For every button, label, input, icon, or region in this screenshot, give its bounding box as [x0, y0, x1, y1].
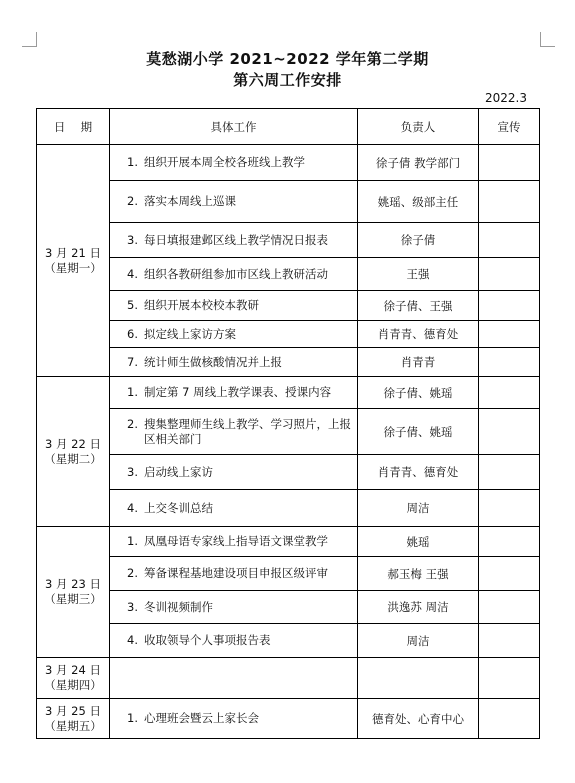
task-number: 3.: [127, 464, 138, 479]
task-cell: [110, 291, 358, 321]
task-text: 启动线上家访: [144, 464, 213, 479]
task-cell: [110, 527, 358, 557]
publicity-cell: [479, 699, 540, 739]
header-owner: 负责人: [358, 109, 479, 145]
task-text: 组织开展本周全校各班线上教学: [144, 155, 305, 169]
owner-cell: 肖青青、德育处: [358, 321, 479, 348]
task-text: 制定第 7 周线上教学课表、授课内容: [144, 385, 332, 399]
schedule-table: [36, 108, 540, 739]
day-cell: [37, 377, 110, 527]
task-text: 统计师生做核酸情况并上报: [144, 354, 282, 369]
task-text: 凤凰母语专家线上指导语文课堂教学: [144, 534, 328, 548]
owner-cell: [358, 658, 479, 699]
publicity-cell: [479, 490, 540, 527]
task-number: 3.: [127, 599, 138, 614]
task-cell: [110, 181, 358, 223]
task-number: 7.: [127, 354, 138, 369]
owner-cell: 徐子倩: [358, 223, 479, 258]
table-row: [37, 490, 540, 527]
schedule-body: [37, 145, 540, 739]
day-weekday: （星期四）: [44, 678, 102, 692]
publicity-cell: [479, 223, 540, 258]
publicity-cell: [479, 624, 540, 658]
task-cell: [110, 145, 358, 181]
page-corner-mark-left: [22, 32, 37, 47]
day-date: 3 月 22 日: [45, 436, 101, 451]
table-row: [37, 699, 540, 739]
table-row: [37, 223, 540, 258]
publicity-cell: [479, 455, 540, 490]
task-cell: [110, 490, 358, 527]
document-date: 2022.3: [485, 91, 527, 105]
task-cell: [110, 409, 358, 455]
publicity-cell: [479, 291, 540, 321]
publicity-cell: [479, 181, 540, 223]
owner-cell: 周洁: [358, 490, 479, 527]
day-date: 3 月 23 日: [45, 577, 101, 591]
header-publicity: 宣传: [479, 109, 540, 145]
task-number: 4.: [127, 500, 138, 515]
owner-cell: 姚瑶: [358, 527, 479, 557]
task-text: 落实本周线上巡课: [144, 194, 236, 208]
table-row: [37, 409, 540, 455]
task-cell: [110, 699, 358, 739]
task-number: 6.: [127, 326, 138, 341]
task-text: 上交冬训总结: [144, 500, 213, 515]
table-row: [37, 258, 540, 291]
publicity-cell: [479, 321, 540, 348]
task-cell: [110, 223, 358, 258]
task-cell: [110, 348, 358, 377]
task-cell: [110, 258, 358, 291]
task-number: 2.: [127, 416, 138, 431]
owner-cell: 洪逸苏 周洁: [358, 591, 479, 624]
table-row: [37, 557, 540, 591]
day-weekday: （星期一）: [44, 260, 102, 275]
table-row: [37, 377, 540, 409]
task-number: 1.: [127, 711, 138, 725]
table-row: [37, 181, 540, 223]
document-title: 莫愁湖小学 2021~2022 学年第二学期: [146, 50, 429, 68]
task-number: 2.: [127, 566, 138, 580]
day-cell: [37, 527, 110, 658]
task-text: 组织各教研组参加市区线上教研活动: [144, 266, 328, 281]
owner-cell: 周洁: [358, 624, 479, 658]
task-text: 冬训视频制作: [144, 599, 213, 614]
publicity-cell: [479, 658, 540, 699]
table-row: [37, 624, 540, 658]
owner-cell: 姚瑶、级部主任: [358, 181, 479, 223]
publicity-cell: [479, 557, 540, 591]
task-text: 心理班会暨云上家长会: [144, 711, 259, 725]
task-number: 4.: [127, 266, 138, 281]
day-cell: [37, 658, 110, 699]
page-corner-mark-right: [540, 32, 555, 47]
task-number: 4.: [127, 633, 138, 647]
day-weekday: （星期二）: [44, 451, 102, 466]
document-subtitle: 第六周工作安排: [233, 71, 342, 89]
owner-cell: 徐子倩 教学部门: [358, 145, 479, 181]
publicity-cell: [479, 409, 540, 455]
day-cell: [37, 699, 110, 739]
task-cell: [110, 557, 358, 591]
task-number: 1.: [127, 385, 138, 399]
table-row: [37, 591, 540, 624]
task-cell: [110, 455, 358, 490]
task-cell: [110, 658, 358, 699]
header-date: 日 期: [37, 109, 110, 145]
task-cell: [110, 591, 358, 624]
publicity-cell: [479, 377, 540, 409]
task-number: 2.: [127, 194, 138, 208]
table-row: [37, 321, 540, 348]
publicity-cell: [479, 258, 540, 291]
publicity-cell: [479, 527, 540, 557]
task-number: 1.: [127, 155, 138, 169]
day-cell: [37, 145, 110, 377]
owner-cell: 郝玉梅 王强: [358, 557, 479, 591]
table-row: [37, 348, 540, 377]
table-row: [37, 291, 540, 321]
owner-cell: 肖青青、德育处: [358, 455, 479, 490]
day-date: 3 月 25 日: [45, 703, 101, 718]
task-number: 1.: [127, 534, 138, 548]
table-row: [37, 145, 540, 181]
publicity-cell: [479, 348, 540, 377]
owner-cell: 德育处、心育中心: [358, 699, 479, 739]
task-cell: [110, 377, 358, 409]
task-number: 5.: [127, 298, 138, 312]
owner-cell: 肖青青: [358, 348, 479, 377]
owner-cell: 徐子倩、姚瑶: [358, 377, 479, 409]
task-text: 搜集整理师生线上教学、学习照片，上报区相关部门: [144, 416, 351, 446]
task-text: 拟定线上家访方案: [144, 326, 236, 341]
task-number: 3.: [127, 232, 138, 247]
day-date: 3 月 24 日: [45, 663, 101, 677]
task-text: 组织开展本校校本教研: [144, 298, 259, 312]
header-task: 具体工作: [110, 109, 358, 145]
task-text: 每日填报建邺区线上教学情况日报表: [144, 232, 328, 247]
owner-cell: 王强: [358, 258, 479, 291]
day-weekday: （星期五）: [44, 718, 102, 733]
table-row: [37, 658, 540, 699]
task-cell: [110, 321, 358, 348]
day-date: 3 月 21 日: [45, 245, 101, 260]
task-text: 收取领导个人事项报告表: [144, 633, 271, 647]
task-cell: [110, 624, 358, 658]
owner-cell: 徐子倩、姚瑶: [358, 409, 479, 455]
publicity-cell: [479, 145, 540, 181]
table-row: [37, 527, 540, 557]
task-text: 筹备课程基地建设项目申报区级评审: [144, 566, 328, 580]
owner-cell: 徐子倩、王强: [358, 291, 479, 321]
table-header-row: [37, 109, 540, 145]
publicity-cell: [479, 591, 540, 624]
day-weekday: （星期三）: [44, 592, 102, 606]
table-row: [37, 455, 540, 490]
